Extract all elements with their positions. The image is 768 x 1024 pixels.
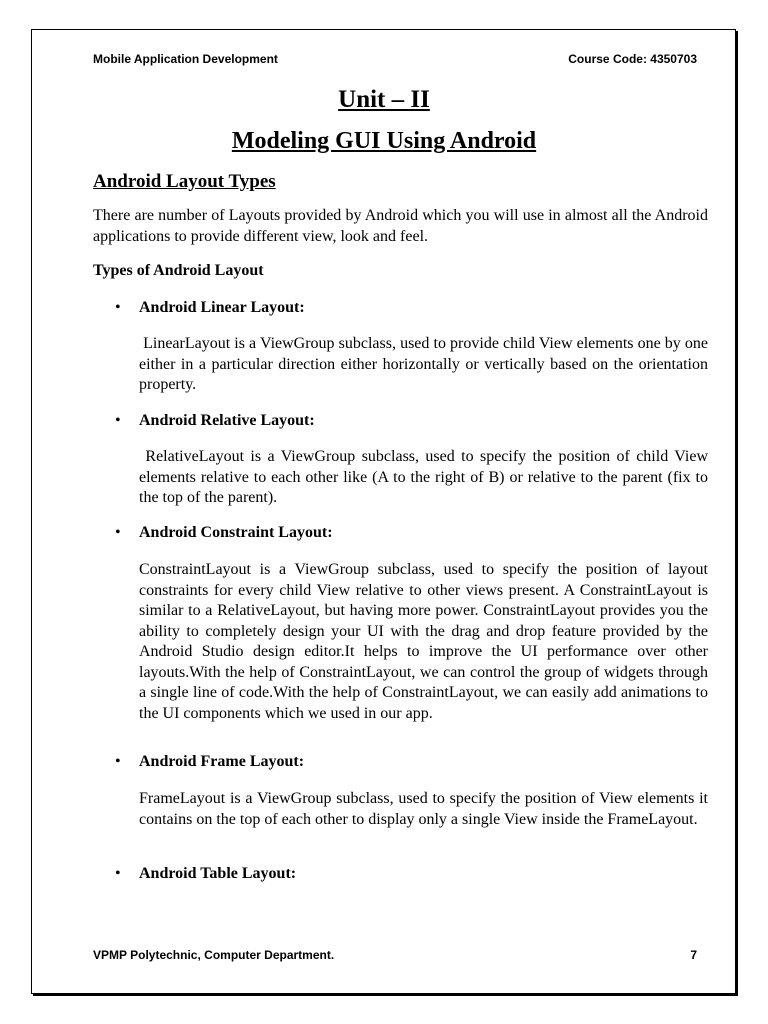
page-border-shadow-bottom <box>33 994 738 996</box>
bullet-icon: • <box>115 524 121 541</box>
header-subject: Mobile Application Development <box>93 52 278 66</box>
chapter-title: Modeling GUI Using Android <box>231 128 537 154</box>
page-number: 7 <box>690 948 697 962</box>
layout-name: Android Relative Layout: <box>139 412 315 429</box>
bullet-icon: • <box>115 865 121 882</box>
types-heading: Types of Android Layout <box>93 262 264 279</box>
bullet-icon: • <box>115 299 121 316</box>
section-heading: Android Layout Types <box>93 171 276 192</box>
bullet-icon: • <box>115 753 121 770</box>
layout-name: Android Table Layout: <box>139 865 297 882</box>
footer-institution: VPMP Polytechnic, Computer Department. <box>93 948 335 962</box>
layout-name: Android Constraint Layout: <box>139 524 333 541</box>
layout-description: LinearLayout is a ViewGroup subclass, used to provide child View elements one by one either in a particular direction either horizontally or vertically based on the orientation property. <box>139 335 713 393</box>
bullet-icon: • <box>115 412 121 429</box>
layout-description: RelativeLayout is a ViewGroup subclass, used to specify the position of child View elements relative to each other like (A to the right of B) or relative to the parent (fix to the top of the parent). <box>139 448 713 506</box>
layout-description: FrameLayout is a ViewGroup subclass, used to specify the position of View elements it contains on the top of each other to display only a single View inside the FrameLayout. <box>139 790 708 828</box>
layout-description: ConstraintLayout is a ViewGroup subclass, used to specify the position of layout constraints for every child View relative to other views present. A ConstraintLayout is similar to a RelativeLayout, but having more power. ConstraintLayout provides you the ability to completely design your UI with the drag and drop feature provided by the Android Studio design editor.It helps to improve the UI performance over other layouts.With the help of ConstraintLayout, we can control the group of widgets through a single line of code.With the help of ConstraintLayout, we can easily add animations to the UI components which we used in our app. <box>139 561 708 722</box>
unit-title: Unit – II <box>338 86 430 113</box>
page-border-shadow-right <box>736 31 738 996</box>
layout-name: Android Frame Layout: <box>139 753 305 770</box>
layout-name: Android Linear Layout: <box>139 299 305 316</box>
header-course-code: Course Code: 4350703 <box>568 52 697 66</box>
intro-paragraph: There are number of Layouts provided by Android which you will use in almost all the Android applications to provide different view, look and feel. <box>93 207 708 245</box>
